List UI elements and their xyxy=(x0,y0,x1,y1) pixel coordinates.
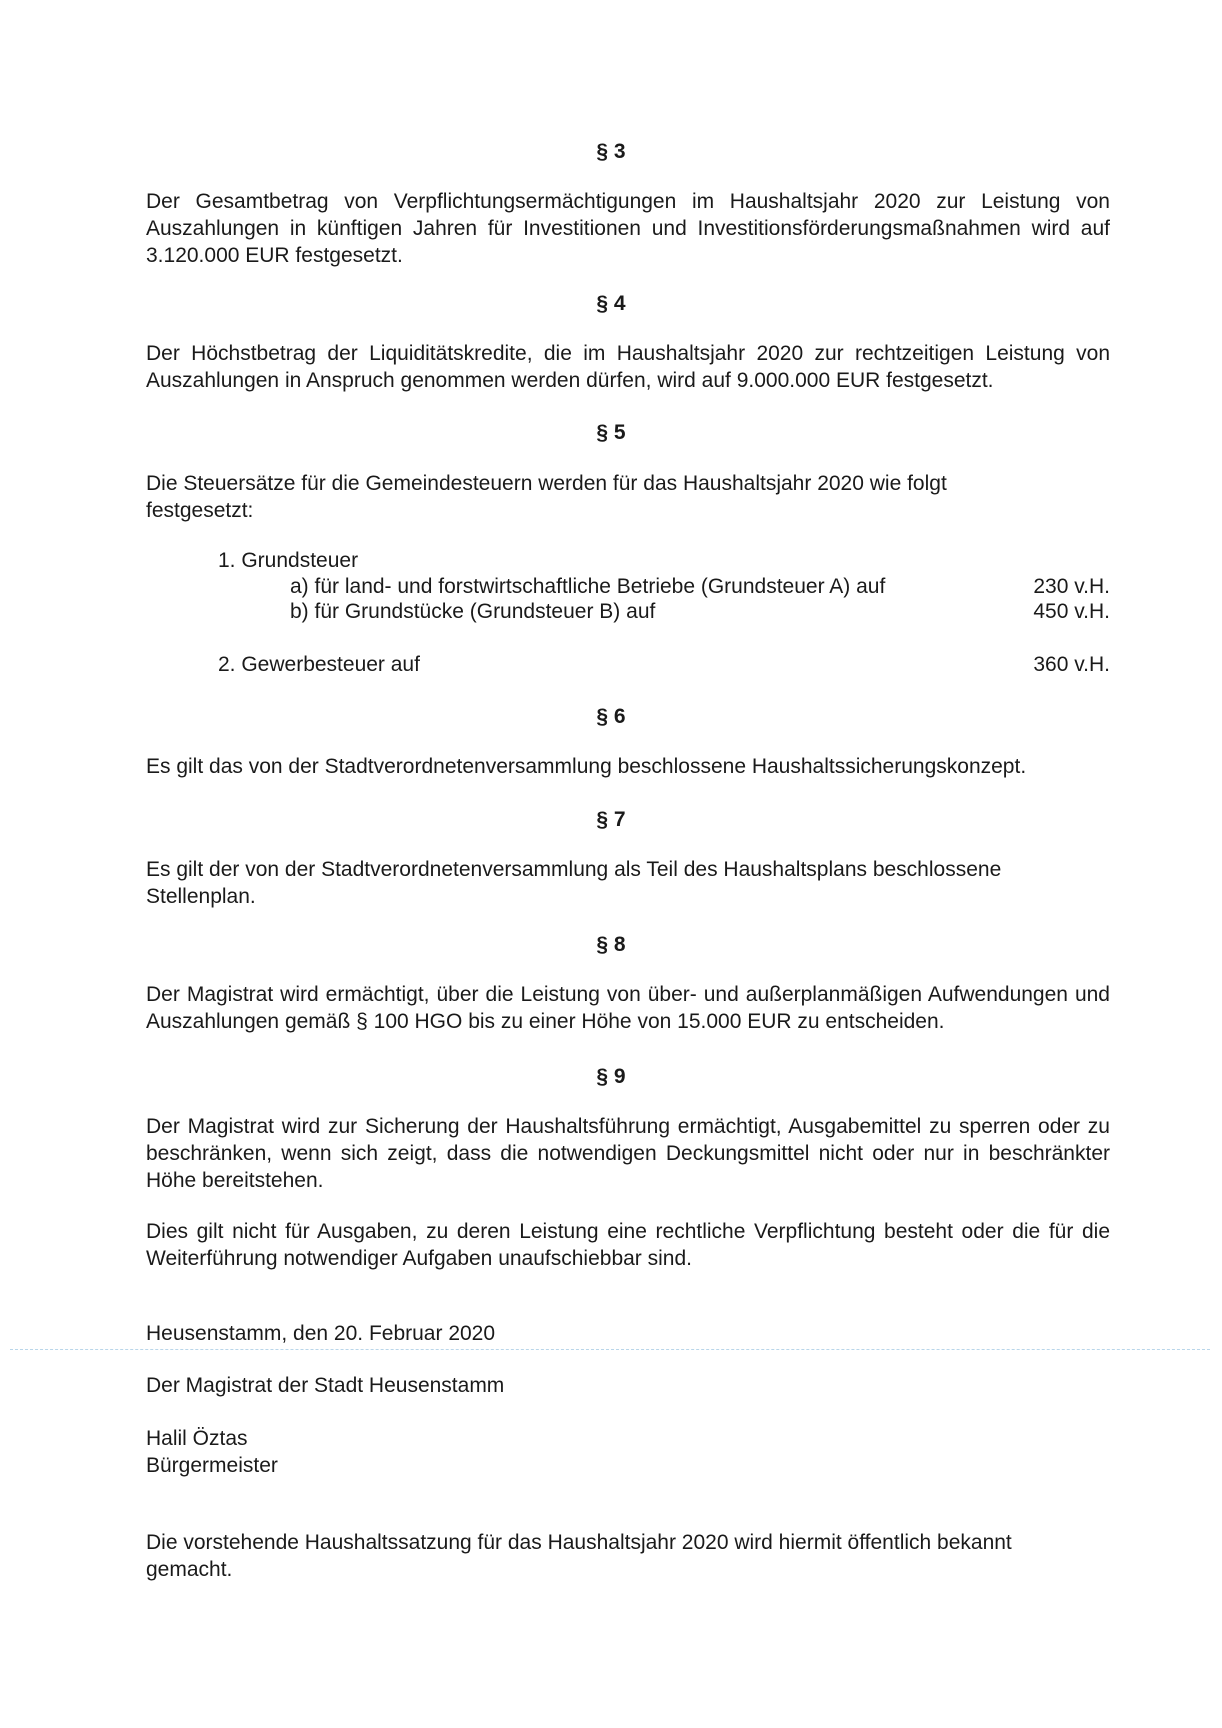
section-7-line-1: Es gilt der von der Stadtverordnetenversammlung als Teil des Haushaltsplans beschlossene xyxy=(146,858,1002,881)
section-8-heading: § 8 xyxy=(596,933,626,956)
announcement-line-1: Die vorstehende Haushaltssatzung für das Haushaltsjahr 2020 wird hiermit öffentlich bekannt xyxy=(146,1531,1012,1554)
section-7-line-2: Stellenplan. xyxy=(146,885,256,908)
grundsteuer-a-value: 230 v.H. xyxy=(1033,575,1110,598)
tax-row-grundsteuer-a xyxy=(0,573,1222,600)
grundsteuer-b-value: 450 v.H. xyxy=(1033,600,1110,623)
section-3-text: Der Gesamtbetrag von Verpflichtungsermächtigungen im Haushaltsjahr 2020 zur Leistung von Auszahlungen in künftigen Jahren für Investitionen und Investitionsförderungsmaßnahmen wird auf 3.120.000 EUR festgesetzt. xyxy=(146,190,1110,267)
section-6-text: Es gilt das von der Stadtverordnetenversammlung beschlossene Haushaltssicherungskonzept. xyxy=(146,755,1027,778)
section-5-intro-line-1: Die Steuersätze für die Gemeindesteuern werden für das Haushaltsjahr 2020 wie folgt xyxy=(146,472,947,495)
grundsteuer-b-label: b) für Grundstücke (Grundsteuer B) auf xyxy=(290,600,656,623)
section-5-intro-line-2: festgesetzt: xyxy=(146,499,254,522)
announcement xyxy=(146,1529,1110,1583)
grundsteuer-label: 1. Grundsteuer xyxy=(218,549,359,572)
gewerbesteuer-value: 360 v.H. xyxy=(1033,653,1110,676)
section-7-heading: § 7 xyxy=(596,808,626,831)
signer-name: Halil Öztas xyxy=(146,1427,248,1450)
tax-row-grundsteuer-b xyxy=(0,598,1222,625)
section-4-heading: § 4 xyxy=(596,292,626,315)
gewerbesteuer-label: 2. Gewerbesteuer auf xyxy=(218,653,420,676)
scan-divider xyxy=(10,1349,1210,1350)
section-9-text-1: Der Magistrat wird zur Sicherung der Haushaltsführung ermächtigt, Ausgabemittel zu sperren oder zu beschränken, wenn sich zeigt, dass die notwendigen Deckungsmittel nicht oder nur in beschränkter Höhe bereitstehen. xyxy=(146,1115,1110,1192)
section-5-intro xyxy=(146,470,1110,524)
section-8-text: Der Magistrat wird ermächtigt, über die Leistung von über- und außerplanmäßigen Aufwendungen und Auszahlungen gemäß § 100 HGO bis zu einer Höhe von 15.000 EUR zu entscheiden. xyxy=(146,983,1110,1033)
section-4-text: Der Höchstbetrag der Liquiditätskredite, die im Haushaltsjahr 2020 zur rechtzeitigen Leistung von Auszahlungen in Anspruch genommen werden dürfen, wird auf 9.000.000 EUR festgesetzt. xyxy=(146,342,1110,392)
section-3-heading: § 3 xyxy=(596,140,626,163)
section-6-heading: § 6 xyxy=(596,705,626,728)
section-9-heading: § 9 xyxy=(596,1065,626,1088)
tax-row-gewerbesteuer xyxy=(0,651,1222,678)
section-7-text xyxy=(146,856,1110,910)
signer-title: Bürgermeister xyxy=(146,1454,278,1477)
tax-row-grundsteuer xyxy=(0,547,1222,574)
signature-block xyxy=(146,1425,1110,1479)
announcement-line-2: gemacht. xyxy=(146,1558,233,1581)
authority: Der Magistrat der Stadt Heusenstamm xyxy=(146,1374,505,1397)
grundsteuer-a-label: a) für land- und forstwirtschaftliche Betriebe (Grundsteuer A) auf xyxy=(290,575,886,598)
section-5-heading: § 5 xyxy=(596,421,626,444)
place-date: Heusenstamm, den 20. Februar 2020 xyxy=(146,1322,496,1345)
section-9-text-2: Dies gilt nicht für Ausgaben, zu deren Leistung eine rechtliche Verpflichtung besteht oder die für die Weiterführung notwendiger Aufgaben unaufschiebbar sind. xyxy=(146,1220,1110,1270)
